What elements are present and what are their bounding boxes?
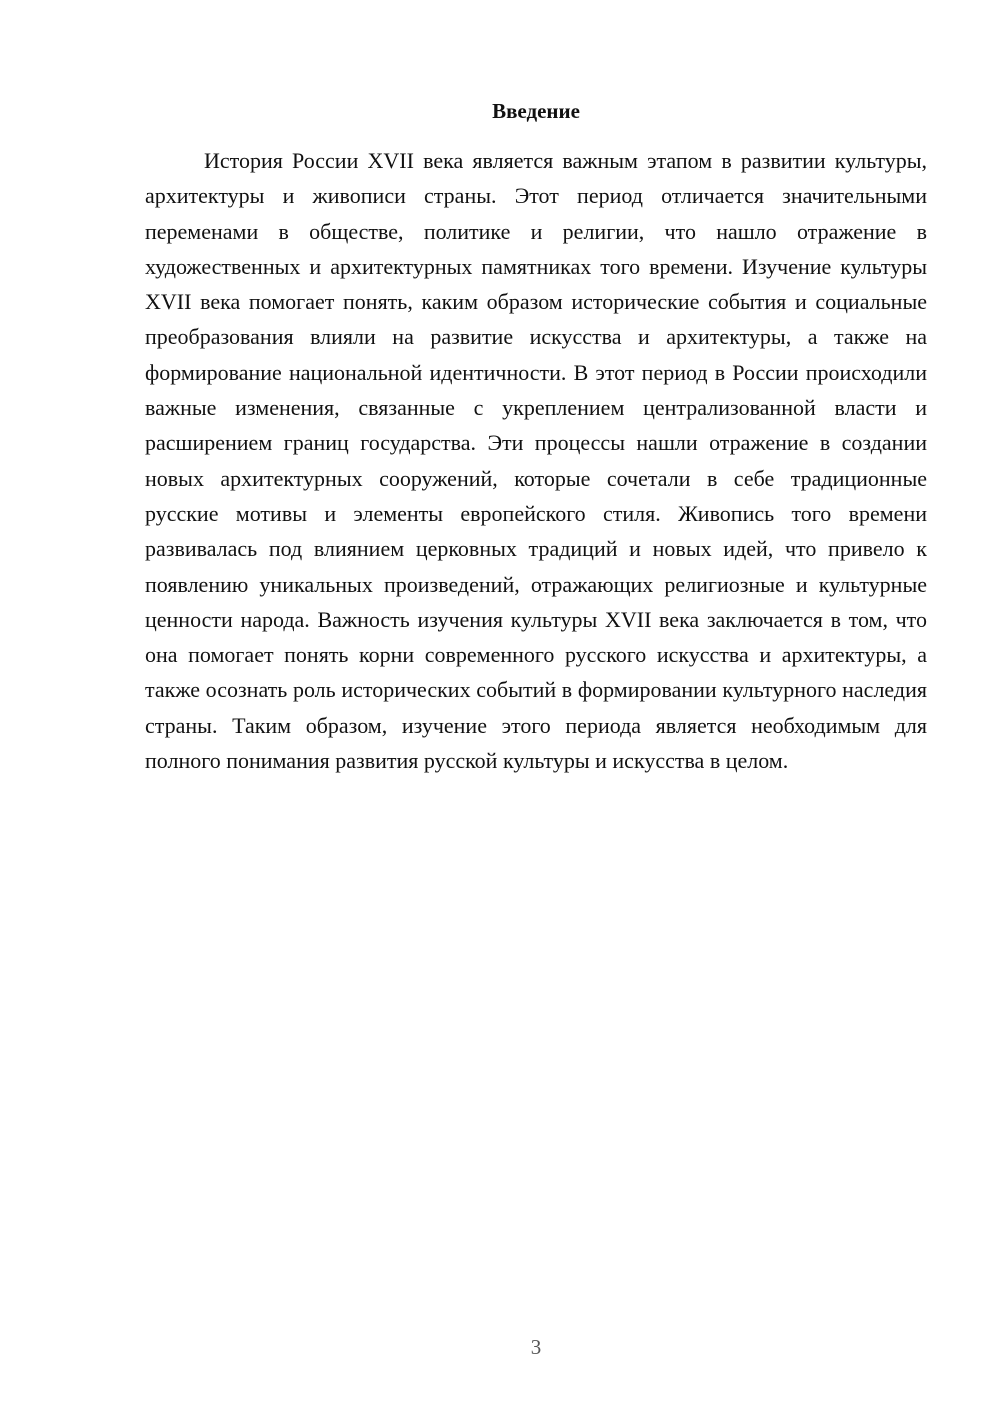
page-number: 3 (530, 1335, 542, 1359)
body-paragraph: История России XVII века является важным этапом в развитии культуры, архитектуры и живописи страны. Этот период отличается значительными переменами в обществе, политике и религии, что нашло отражение в художественных и архитектурных памятниках того времени. Изучение культуры XVII века помогает понять, каким образом исторические события и социальные преобразования влияли на развитие искусства и архитектуры, а также на формирование национальной идентичности. В этот период в России происходили важные изменения, связанные с укреплением централизованной власти и расширением границ государства. Эти процессы нашли отражение в создании новых архитектурных сооружений, которые сочетали в себе традиционные русские мотивы и элементы европейского стиля. Живопись того времени развивалась под влиянием церковных традиций и новых идей, что привело к появлению уникальных произведений, отражающих религиозные и культурные ценности народа. Важность изучения культуры XVII века заключается в том, что она помогает понять корни современного русского искусства и архитектуры, а также осознать роль исторических событий в формировании культурного наследия страны. Таким образом, изучение этого периода является необходимым для полного понимания развития русской культуры и искусства в целом. (145, 148, 927, 774)
section-title: Введение (492, 99, 580, 123)
